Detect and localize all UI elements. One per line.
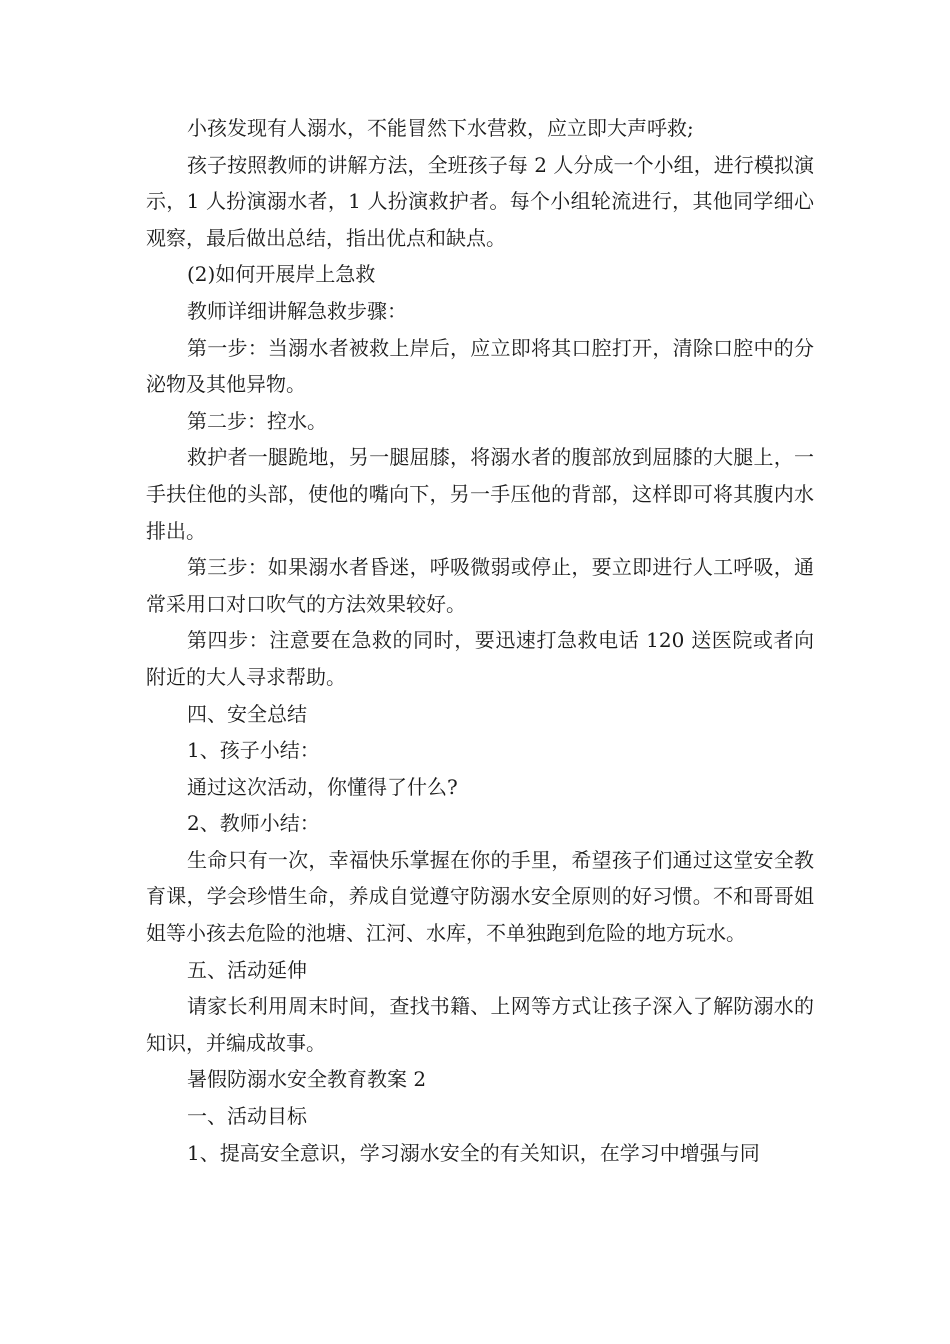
paragraph-drain-water: 救护者一腿跪地，另一腿屈膝，将溺水者的腹部放到屈膝的大腿上，一手扶住他的头部，使他的嘴向下，另一手压他的背部，这样即可将其腹内水排出。	[146, 445, 814, 543]
heading-children-summary: 1、孩子小结：	[187, 738, 320, 763]
paragraph-goal-one: 1、提高安全意识，学习溺水安全的有关知识，在学习中增强与同	[187, 1140, 760, 1165]
heading-safety-summary: 四、安全总结	[187, 701, 307, 726]
paragraph-teacher-explains: 教师详细讲解急救步骤：	[187, 298, 407, 323]
paragraph-step-three: 第三步：如果溺水者昏迷，呼吸微弱或停止，要立即进行人工呼吸，通常采用口对口吹气的方法效果较好。	[146, 555, 814, 616]
document-body	[146, 110, 814, 1171]
paragraph-step-one: 第一步：当溺水者被救上岸后，应立即将其口腔打开，清除口腔中的分泌物及其他异物。	[146, 335, 814, 397]
paragraph-step-two: 第二步：控水。	[187, 408, 327, 433]
heading-activity-goals: 一、活动目标	[187, 1104, 307, 1129]
paragraph-group-practice: 孩子按照教师的讲解方法，全班孩子每 2 人分成一个小组，进行模拟演示，1 人扮演溺水者，1 人扮演救护者。每个小组轮流进行，其他同学细心观察，最后做出总结，指出优点和缺点。	[146, 152, 814, 250]
paragraph-parents: 请家长利用周末时间，查找书籍、上网等方式让孩子深入了解防溺水的知识，并编成故事。	[146, 994, 814, 1055]
paragraph-life-once: 生命只有一次，幸福快乐掌握在你的手里，希望孩子们通过这堂安全教育课，学会珍惜生命，养成自觉遵守防溺水安全原则的好习惯。不和哥哥姐姐等小孩去危险的池塘、江河、水库，不单独跑到危险的地方玩水。	[146, 847, 814, 946]
heading-lesson-plan-2: 暑假防溺水安全教育教案 2	[187, 1067, 427, 1092]
paragraph-step-four: 第四步：注意要在急救的同时，要迅速打急救电话 120 送医院或者向附近的大人寻求帮助。	[146, 628, 814, 689]
paragraph-rescue-call: 小孩发现有人溺水，不能冒然下水营救，应立即大声呼救;	[187, 116, 694, 140]
heading-shore-first-aid: (2)如何开展岸上急救	[187, 262, 376, 287]
paragraph-question: 通过这次活动，你懂得了什么?	[187, 774, 458, 799]
heading-teacher-summary: 2、教师小结：	[187, 811, 320, 836]
heading-activity-extension: 五、活动延伸	[187, 957, 307, 982]
